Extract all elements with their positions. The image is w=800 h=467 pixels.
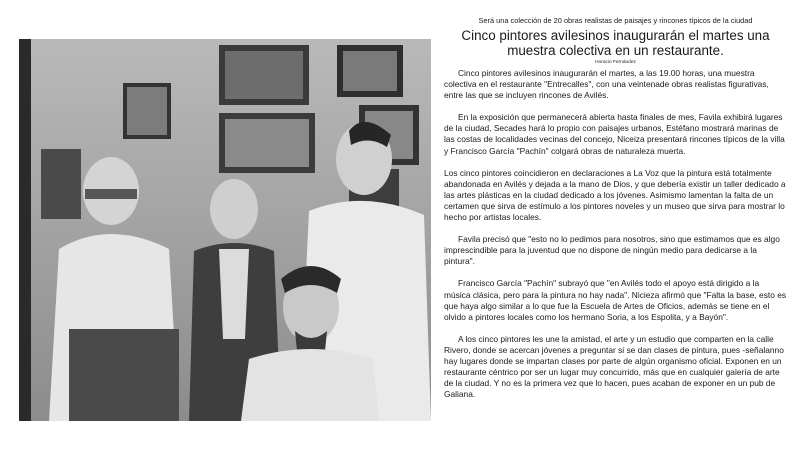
article-paragraph: Cinco pintores avilesinos inaugurarán el martes, a las 19.00 horas, una muestra colectiva en el restaurante "Entrecalles", con una veintenade obras realistas figurativas, entre las que se incluyen rincones de Avilés. [444,68,769,101]
news-article [444,16,787,462]
article-kicker: Será una colección de 20 obras realistas de paisajes y rincones típicos de la ciudad [478,16,753,25]
article-byline: Horacio Fernández [595,60,636,65]
article-paragraph: A los cinco pintores les une la amistad, el arte y un estudio que comparten en la calle Rivero, donde se acercan jóvenes a preguntar si se dan clases de pintura, pues -señalanno hay lugares donde se impartan clases por parte de algún organismo oficial. Exponen en un restaurante céntrico por ser un lugar muy concurrido, más que en cualquier galería de arte de la ciudad. Y no es la primera vez que lo hacen, pues acaban de exponer en un pub de Galiana. [444,333,784,400]
article-paragraph: Los cinco pintores coincidieron en declaraciones a La Voz que la pintura está totalmente abandonada en Avilés y dejada a la mano de Dios, y que debería existir un taller dedicado a las artes plásticas en la ciudad dedicado a los jóvenes. Asimismo lamentan la falta de un certamen que sirva de estímulo a los pintores noveles y un museo que sirva para mostrar lo hecho por artistas locales. [444,167,786,223]
group-photo-icon [19,39,431,421]
group-photo [19,39,431,421]
article-headline: Cinco pintores avilesinos inaugurarán el martes una muestra colectiva en un restaurante. [461,28,770,58]
article-paragraph: Francisco García "Pachín" subrayó que "en Avilés todo el apoyo está dirigido a la música clásica, pero para la pintura no hay nada". Nicieza afirmó que "Falta la base, esto es que haya algo similar a lo que fue la Escuela de Artes de Oficios, además se tiene en el olvido a pintores locales como los hermano Soria, a los Espolita, y a Bayón". [444,278,787,322]
article-paragraph: En la exposición que permanecerá abierta hasta finales de mes, Favila exhibirá lugares de la ciudad, Secades hará lo propio con paisajes urbanos, Estéfano mostrará marinas de las costas de localidades vecinas del concejo, Niceiza presentará rincones típicos de la villa y Francisco García "Pachín" colgará obras de naturaleza muerta. [444,112,785,156]
article-paragraph: Favila precisó que "esto no lo pedimos para nosotros, sino que estimamos que es algo imprescindible para la juventud que no dispone de ningún medio para dedicarse a la pintura". [444,234,780,267]
